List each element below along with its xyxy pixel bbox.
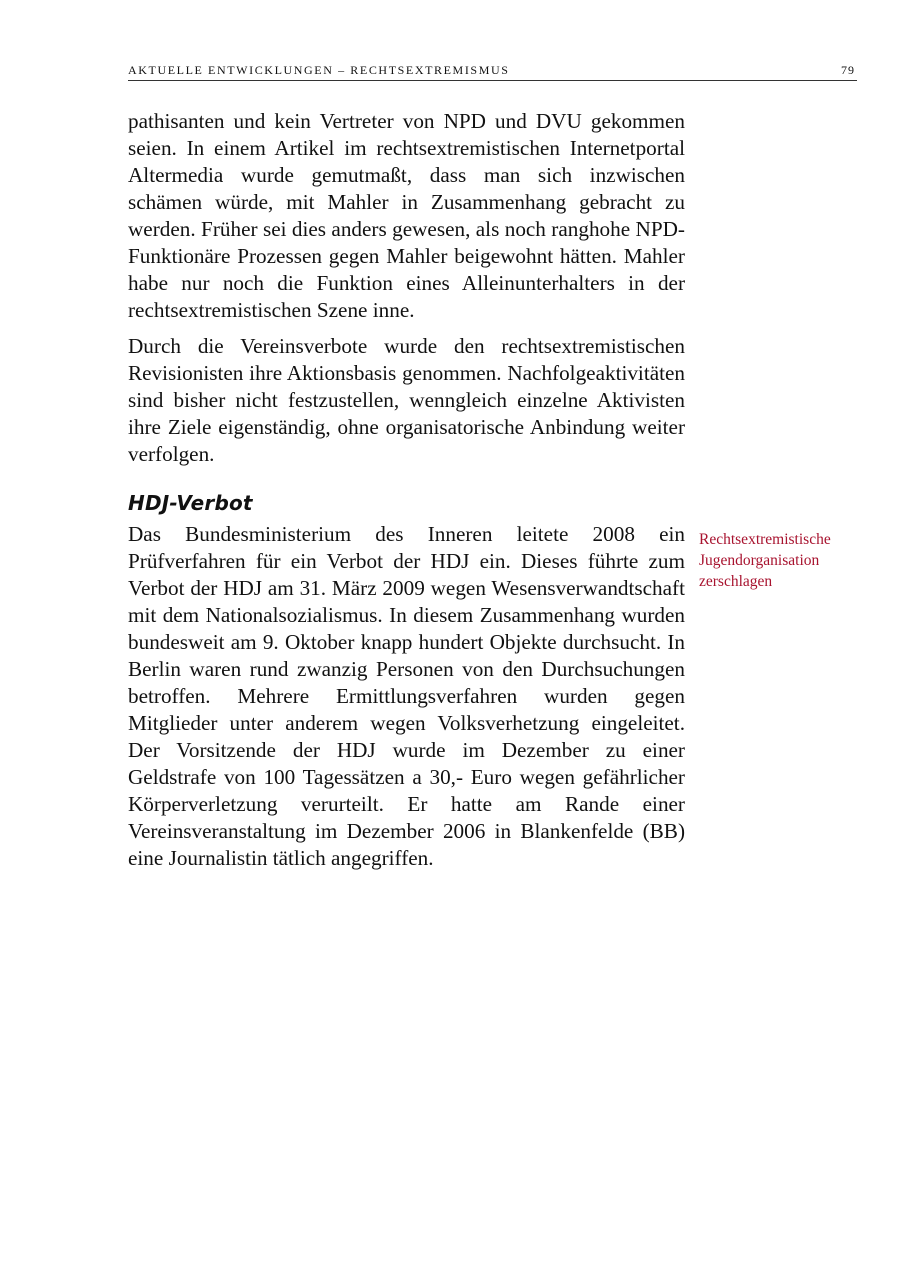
body-paragraph: Durch die Vereinsverbote wurde den rechtsextremistischen Revisionisten ihre Aktionsbasis genommen. Nachfolgeaktivitäten sind bisher nicht festzustellen, wenngleich einzelne Aktivisten ihre Ziele eigenständig, ohne organisatorische Anbindung weiter verfolgen.	[128, 334, 685, 466]
margin-note: Rechtsextremistische Jugendorganisation zerschlagen	[699, 531, 831, 590]
header-title: AKTUELLE ENTWICKLUNGEN – RECHTSEXTREMISMUS	[128, 63, 510, 77]
section-heading: HDJ-Verbot	[128, 491, 253, 515]
running-header	[128, 62, 857, 81]
main-text-column	[128, 108, 685, 872]
section-paragraph: Das Bundesministerium des Inneren leitete 2008 ein Prüfverfahren für ein Verbot der HDJ ein. Dieses führte zum Verbot der HDJ am 31. März 2009 wegen Wesensverwandtschaft mit dem Nationalsozialismus. In diesem Zusammenhang wurden bundesweit am 9. Oktober knapp hundert Objekte durchsucht. In Berlin waren rund zwanzig Personen von den Durchsuchungen betroffen. Mehrere Ermittlungsverfahren wurden gegen Mitglieder unter anderem wegen Volksverhetzung eingeleitet. Der Vorsitzende der HDJ wurde im Dezember zu einer Geldstrafe von 100 Tagessätzen a 30,- Euro wegen gefährlicher Körperverletzung verurteilt. Er hatte am Rande einer Vereinsveranstaltung im Dezember 2006 in Blankenfelde (BB) eine Journalistin tätlich angegriffen.	[128, 522, 685, 870]
page-number: 79	[841, 63, 855, 77]
body-paragraph: pathisanten und kein Vertreter von NPD und DVU gekommen seien. In einem Artikel im rechtsextremistischen Internetportal Altermedia wurde gemutmaßt, dass man sich inzwischen schämen würde, mit Mahler in Zusammenhang gebracht zu werden. Früher sei dies anders gewesen, als noch ranghohe NPD-Funktionäre Prozessen gegen Mahler beigewohnt hätten. Mahler habe nur noch die Funktion eines Alleinunterhalters in der rechtsextremistischen Szene inne.	[128, 109, 685, 322]
